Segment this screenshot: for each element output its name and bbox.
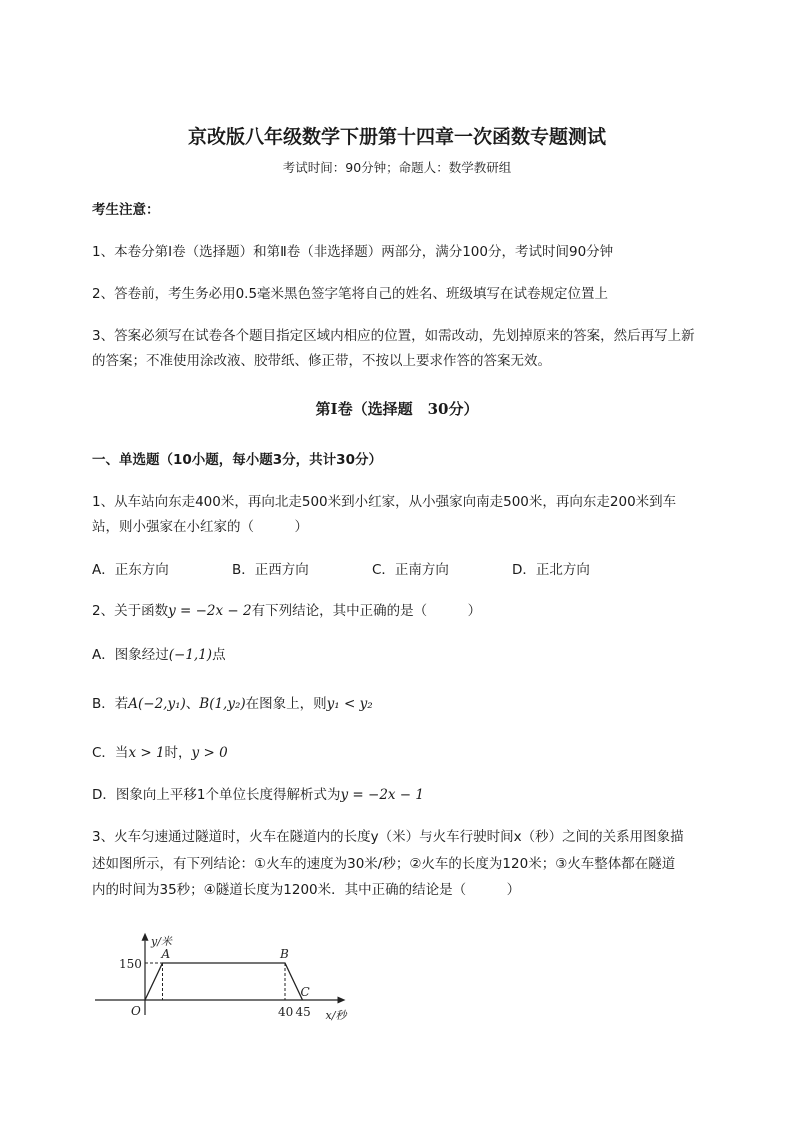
q2-formula: y = −2x − 2 [168, 603, 252, 619]
q1-option-c[interactable]: C．正南方向 [372, 562, 449, 578]
y-tick-150: 150 [119, 957, 142, 971]
q1-option-b[interactable]: B．正西方向 [232, 562, 309, 578]
q2-option-b-relation: y₁ < y₂ [326, 696, 373, 712]
q2-option-a-text: A．图象经过 [92, 647, 169, 663]
note-item-1: 1、本卷分第I卷（选择题）和第Ⅱ卷（非选择题）两部分，满分100分，考试时间90分钟 [92, 244, 614, 260]
q2-stem [92, 597, 481, 625]
x-axis-label: x/秒 [325, 1009, 347, 1022]
exam-subtitle: 考试时间：90分钟；命题人：数学教研组 [282, 160, 512, 175]
q2-option-d-text: D．图象向上平移1个单位长度得解析式为 [92, 787, 341, 803]
note-item-2: 2、答卷前，考生务必用0.5毫米黑色签字笔将自己的姓名、班级填写在试卷规定位置上 [92, 286, 609, 302]
q1-option-a[interactable]: A．正东方向 [92, 562, 169, 578]
q2-option-c-result: y > 0 [191, 745, 228, 761]
q3-stem-line-1: 3、火车匀速通过隧道时，火车在隧道内的长度y（米）与火车行驶时间x（秒）之间的关系用图象描 [92, 829, 684, 845]
section-title: 第I卷（选择题 30分） [315, 400, 479, 418]
q2-option-c-text: C．当 [92, 745, 129, 761]
q2-option-b[interactable] [92, 690, 373, 718]
graph-labels [119, 935, 348, 1022]
q2-option-b-mid: 在图象上，则 [245, 696, 327, 712]
q2-option-b-text: B．若 [92, 696, 129, 712]
q2-stem-suffix: 有下列结论，其中正确的是（ ） [251, 603, 482, 619]
series-line [145, 963, 303, 1000]
y-axis-arrow [142, 933, 149, 941]
q3-stem-line-2: 述如图所示，有下列结论：①火车的速度为30米/秒；②火车的长度为120米；③火车整体都在隧道 [92, 856, 676, 872]
q2-option-b-point-b: B(1,y₂) [199, 696, 246, 712]
y-axis-label: y/米 [151, 934, 172, 948]
dashed-guides [145, 963, 285, 1000]
note-item-3b: 的答案；不准使用涂改液、胶带纸、修正带，不按以上要求作答的答案无效。 [92, 353, 551, 369]
q2-option-b-point-a: A(−2,y₁) [128, 696, 186, 712]
q2-option-b-sep: 、 [185, 696, 200, 712]
x-axis-arrow [338, 997, 346, 1004]
part-heading: 一、单选题（10小题，每小题3分，共计30分） [92, 452, 382, 468]
q2-stem-prefix: 2、关于函数 [92, 603, 169, 619]
q1-stem-line-1: 1、从车站向东走400米，再向北走500米到小红家，从小强家向南走500米，再向东走200米到车 [92, 494, 677, 510]
point-label-a: A [161, 947, 171, 961]
notes-heading: 考生注意： [92, 202, 160, 218]
exam-title: 京改版八年级数学下册第十四章一次函数专题测试 [187, 126, 606, 148]
q1-option-d[interactable]: D．正北方向 [512, 562, 590, 578]
point-label-c: C [300, 985, 310, 999]
q2-option-a-point: (−1,1) [168, 647, 213, 663]
point-label-b: B [280, 947, 289, 961]
q2-option-d[interactable] [92, 781, 424, 809]
x-tick-45: 45 [295, 1005, 311, 1019]
q1-stem-line-2: 站，则小强家在小红家的（ ） [92, 519, 308, 535]
q2-option-c-condition: x > 1 [128, 745, 165, 761]
q2-option-a-tail: 点 [212, 647, 226, 663]
point-label-o: O [131, 1004, 141, 1018]
q2-option-c-mid: 时， [164, 745, 192, 761]
tunnel-train-graph [90, 910, 347, 1030]
q2-option-c[interactable] [92, 739, 228, 767]
note-item-3a: 3、答案必须写在试卷各个题目指定区域内相应的位置，如需改动，先划掉原来的答案，然后再写上新 [92, 328, 695, 344]
q3-stem-line-3: 内的时间为35秒；④隧道长度为1200米．其中正确的结论是（ ） [92, 882, 521, 898]
q2-option-d-formula: y = −2x − 1 [340, 787, 425, 803]
q1-options [92, 556, 652, 584]
q2-option-a[interactable] [92, 641, 226, 669]
x-tick-40: 40 [278, 1005, 294, 1019]
